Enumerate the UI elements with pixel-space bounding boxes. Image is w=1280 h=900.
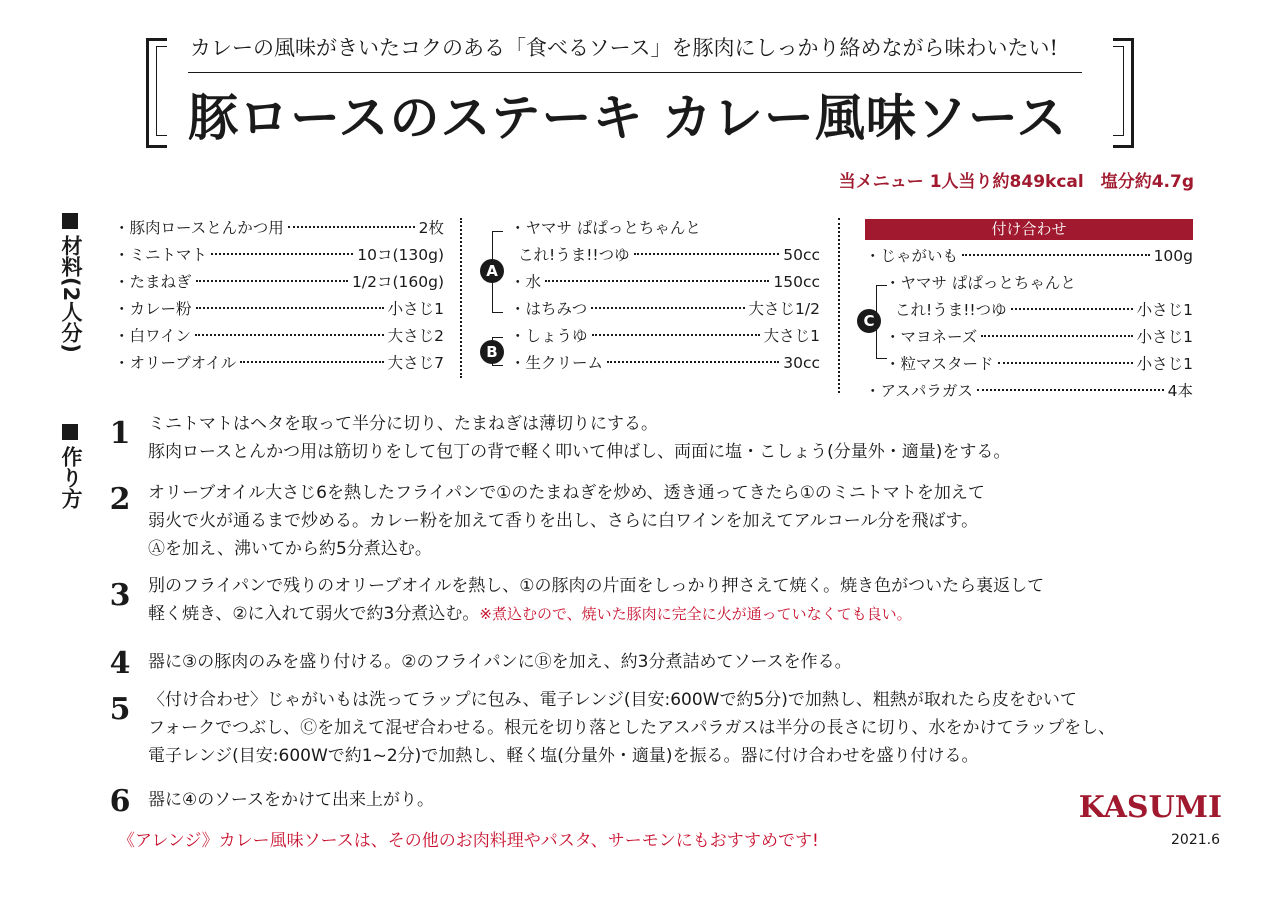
step-line xyxy=(148,600,1044,628)
ingredients-main xyxy=(114,215,444,377)
ingredient-row xyxy=(865,351,1193,378)
subtitle: カレーの風味がきいたコクのある「食べるソース」を豚肉にしっかり絡めながら味わいたい! xyxy=(190,36,1058,60)
square-bullet-icon xyxy=(62,424,78,440)
step-number: 5 xyxy=(109,692,131,727)
ingredient-amount: 大さじ1 xyxy=(763,327,820,345)
ingredient-amount: 30cc xyxy=(783,354,820,372)
ingredient-amount: 小さじ1 xyxy=(1136,328,1193,346)
ingredient-row xyxy=(114,296,444,323)
step-text xyxy=(148,572,1044,628)
ingredient-amount: 100g xyxy=(1153,247,1193,265)
ingredient-row xyxy=(865,297,1193,324)
issue-date: 2021.6 xyxy=(1171,832,1220,848)
ingredient-label: ・粒マスタード xyxy=(885,355,994,373)
ingredient-label: ・アスパラガス xyxy=(865,382,973,400)
ingredient-amount: 小さじ1 xyxy=(387,300,444,318)
step-number: 2 xyxy=(109,482,131,517)
ingredients-heading-text: 材料(2人分) xyxy=(59,235,83,353)
ingredient-label: ・ヤマサ ぱぱっとちゃんと xyxy=(510,219,701,237)
steps-heading xyxy=(58,424,82,509)
ingredient-amount: 大さじ7 xyxy=(387,354,444,372)
ingredient-row xyxy=(510,350,820,377)
square-bullet-icon xyxy=(62,213,78,229)
step-text xyxy=(148,686,1115,770)
step-line: オリーブオイル大さじ6を熱したフライパンで①のたまねぎを炒め、透き通ってきたら①のミニトマトを加えて xyxy=(148,483,985,503)
ingredient-amount: 大さじ1/2 xyxy=(748,300,820,318)
step-line: ミニトマトはヘタを取って半分に切り、たまねぎは薄切りにする。 xyxy=(148,414,658,434)
ingredient-amount: 小さじ1 xyxy=(1136,355,1193,373)
ingredient-amount: 小さじ1 xyxy=(1136,301,1193,319)
ingredient-row xyxy=(114,323,444,350)
step-line: 器に③の豚肉のみを盛り付ける。②のフライパンにⒷを加え、約3分煮詰めてソースを作る。 xyxy=(148,652,852,672)
group-c-badge: C xyxy=(857,309,881,333)
group-b-badge: B xyxy=(480,340,504,364)
arrange-note: 《アレンジ》カレー風味ソースは、その他のお肉料理やパスタ、サーモンにもおすすめです! xyxy=(118,831,819,851)
step-number: 6 xyxy=(109,784,131,819)
step-line-main: 軽く焼き、②に入れて弱火で約3分煮込む。 xyxy=(148,604,480,624)
ingredient-row xyxy=(510,242,820,269)
ingredient-label: これ!うま!!つゆ xyxy=(895,301,1007,319)
ingredient-row xyxy=(510,215,820,242)
ingredient-row xyxy=(865,243,1193,270)
title-rule xyxy=(188,72,1082,73)
ingredient-label: ・水 xyxy=(510,273,542,291)
ingredient-row xyxy=(865,270,1193,297)
side-dish-heading: 付け合わせ xyxy=(865,219,1193,240)
step-line: 〈付け合わせ〉じゃがいもは洗ってラップに包み、電子レンジ(目安:600Wで約5分)で加熱し、粗熱が取れたら皮をむいて xyxy=(148,690,1077,710)
ingredients-heading xyxy=(58,213,82,353)
ingredient-row xyxy=(114,269,444,296)
ingredient-amount: 大さじ2 xyxy=(387,327,444,345)
ingredients-ab xyxy=(510,215,820,377)
step-line: 別のフライパンで残りのオリーブオイルを熱し、①の豚肉の片面をしっかり押さえて焼く。焼き色がついたら裏返して xyxy=(148,576,1045,596)
ingredient-label: ・ヤマサ ぱぱっとちゃんと xyxy=(885,274,1076,292)
step-text xyxy=(148,479,985,563)
brand-logo: KASUMI xyxy=(1078,790,1222,825)
ingredient-label: ・生クリーム xyxy=(510,354,604,372)
ingredient-amount: 1/2コ(160g) xyxy=(352,273,444,291)
ingredient-row xyxy=(114,350,444,377)
left-bracket-inner xyxy=(156,46,167,136)
ingredient-row xyxy=(865,378,1193,405)
step-line: 電子レンジ(目安:600Wで約1~2分)で加熱し、軽く塩(分量外・適量)を振る。器に付け合わせを盛り付ける。 xyxy=(148,746,979,766)
ingredient-row xyxy=(510,323,820,350)
ingredient-row xyxy=(114,242,444,269)
column-divider xyxy=(460,218,462,378)
ingredient-amount: 150cc xyxy=(773,273,820,291)
step-text xyxy=(148,648,852,676)
ingredient-label: ・たまねぎ xyxy=(114,273,192,291)
step-text xyxy=(148,786,434,814)
ingredient-amount: 10コ(130g) xyxy=(357,246,444,264)
ingredient-label: ・はちみつ xyxy=(510,300,588,318)
step-line: フォークでつぶし、Ⓒを加えて混ぜ合わせる。根元を切り落としたアスパラガスは半分の長さに切り、水をかけてラップをし、 xyxy=(148,718,1116,738)
step-note: ※煮込むので、焼いた豚肉に完全に火が通っていなくても良い。 xyxy=(479,605,912,623)
step-line: 器に④のソースをかけて出来上がり。 xyxy=(148,790,435,810)
step-line: 弱火で火が通るまで炒める。カレー粉を加えて香りを出し、さらに白ワインを加えてアルコール分を飛ばす。 xyxy=(148,511,979,531)
steps-heading-text: 作り方 xyxy=(59,446,83,509)
step-number: 4 xyxy=(109,646,131,681)
step-line: Ⓐを加え、沸いてから約5分煮込む。 xyxy=(148,539,432,559)
step-number: 3 xyxy=(109,578,131,613)
ingredient-label: ・マヨネーズ xyxy=(885,328,978,346)
right-bracket-inner xyxy=(1113,46,1124,136)
group-a-badge: A xyxy=(480,259,504,283)
ingredient-row xyxy=(510,296,820,323)
ingredient-label: これ!うま!!つゆ xyxy=(518,246,630,264)
ingredient-amount: 50cc xyxy=(783,246,820,264)
ingredient-label: ・白ワイン xyxy=(114,327,192,345)
ingredient-label: ・豚肉ロースとんかつ用 xyxy=(114,219,284,237)
ingredient-label: ・オリーブオイル xyxy=(114,354,237,372)
ingredient-row xyxy=(865,324,1193,351)
ingredient-label: ・じゃがいも xyxy=(865,247,959,265)
ingredients-side xyxy=(865,243,1193,405)
step-number: 1 xyxy=(109,416,131,451)
step-line: 豚肉ロースとんかつ用は筋切りをして包丁の背で軽く叩いて伸ばし、両面に塩・こしょう(分量外・適量)をする。 xyxy=(148,442,1011,462)
step-text xyxy=(148,410,1010,466)
ingredient-label: ・ミニトマト xyxy=(114,246,208,264)
ingredient-amount: 2枚 xyxy=(418,219,444,237)
column-divider xyxy=(838,218,840,393)
ingredient-label: ・カレー粉 xyxy=(114,300,192,318)
ingredient-label: ・しょうゆ xyxy=(510,327,588,345)
ingredient-amount: 4本 xyxy=(1167,382,1193,400)
nutrition-info: 当メニュー 1人当り約849kcal 塩分約4.7g xyxy=(838,172,1194,192)
ingredient-row xyxy=(114,215,444,242)
page-title: 豚ロースのステーキ カレー風味ソース xyxy=(188,88,1068,147)
ingredient-row xyxy=(510,269,820,296)
